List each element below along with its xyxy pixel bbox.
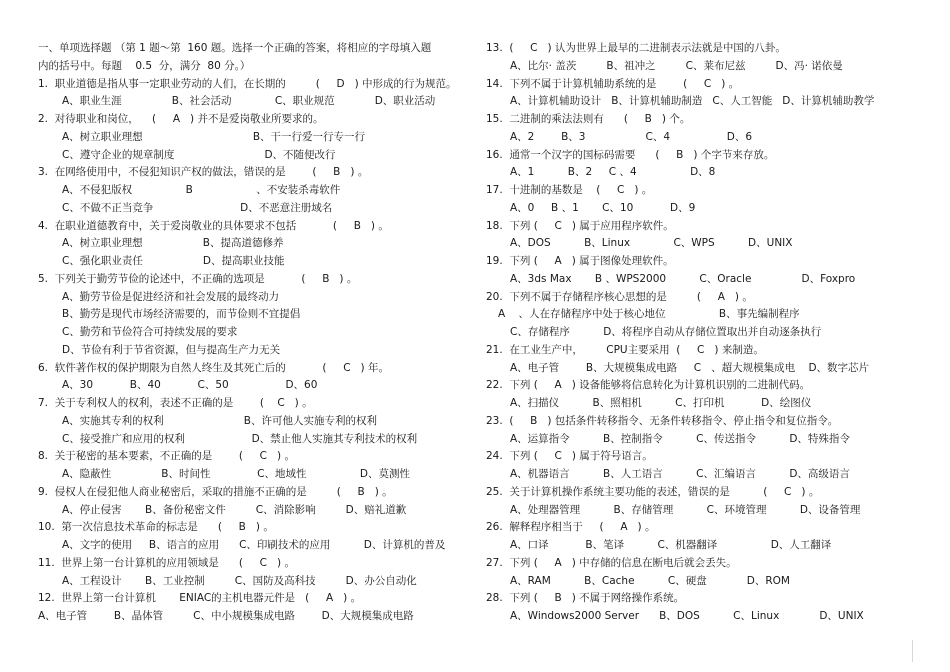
answer-options: C、遵守企业的规章制度 D、不随便改行 (62, 148, 336, 161)
answer-options: A、隐蔽性 B、时间性 C、地域性 D、莫测性 (62, 468, 410, 480)
answer-options: C、不做不正当竞争 D、不恶意注册域名 (62, 201, 333, 214)
question-line: 28. 下列 ( B ) 不属于网络操作系统。 (486, 592, 685, 605)
answer-options: A、口译 B、笔译 C、机器翻译 D、人工翻译 (510, 539, 832, 551)
answer-options: A、停止侵害 B、备份秘密文件 C、消除影响 D、赔礼道歉 (62, 503, 407, 516)
answer-options: B、勤劳是现代市场经济需要的，而节俭则不宜提倡 (62, 308, 301, 321)
answer-options: A、不侵犯版权 B 、不安装杀毒软件 (62, 184, 341, 196)
question-line: 22. 下列 ( A ) 设备能够将信息转化为计算机识别的二进制代码。 (486, 379, 811, 392)
answer-options: A、树立职业理想 B、提高道德修养 (62, 237, 284, 250)
answer-options: A、DOS B、Linux C、WPS D、UNIX (510, 237, 793, 250)
answer-options: A、RAM B、Cache C、硬盘 D、ROM (510, 574, 790, 587)
question-line: 20. 下列不属于存储程序核心思想的是 ( A ) 。 (486, 290, 753, 303)
answer-options: A、2 B、3 C、4 D、6 (510, 130, 753, 143)
question-line: 18. 下列 ( C ) 属于应用程序软件。 (486, 219, 674, 232)
answer-options: A、机器语言 B、人工语言 C、汇编语言 D、高级语言 (510, 468, 850, 480)
question-line: 4. 在职业道德教育中，关于爱岗敬业的具体要求不包括 ( B ) 。 (38, 219, 389, 232)
answer-options: A、树立职业理想 B、干一行爱一行专一行 (62, 130, 366, 143)
answer-options: A、文字的使用 B、语言的应用 C、印刷技术的应用 D、计算机的普及 (62, 539, 446, 551)
answer-options: A、30 B、40 C、50 D、60 (62, 379, 318, 392)
question-line: 26. 解释程序相当于 ( A ) 。 (486, 521, 656, 534)
question-line: 7. 关于专利权人的权利，表述不正确的是 ( C ) 。 (38, 397, 313, 409)
question-line: 25. 关于计算机操作系统主要功能的表述，错误的是 ( C ) 。 (486, 485, 820, 498)
answer-options: A、职业生涯 B、社会活动 C、职业规范 D、职业活动 (62, 95, 436, 108)
answer-options: A、电子管 B、晶体管 C、中小规模集成电路 D、大规模集成电路 (38, 610, 414, 622)
answer-options: A 、人在存储程序中处于核心地位 B、事先编制程序 (498, 308, 800, 321)
question-line: 6. 软件著作权的保护期限为自然人终生及其死亡后的 ( C ) 年。 (38, 361, 389, 374)
answer-options: A、工程设计 B、工业控制 C、国防及高科技 D、办公自动化 (62, 574, 417, 587)
answer-options: C、强化职业责任 D、提高职业技能 (62, 255, 285, 267)
answer-options: A、运算指令 B、控制指令 C、传送指令 D、特殊指令 (510, 432, 850, 445)
answer-options: A、扫描仪 B、照相机 C、打印机 D、绘图仪 (510, 397, 812, 409)
question-line: 27. 下列 ( A ) 中存储的信息在断电后就会丢失。 (486, 556, 737, 569)
answer-options: A、Windows2000 Server B、DOS C、Linux D、UNIX (510, 610, 864, 622)
question-line: 5. 下列关于勤劳节俭的论述中，不正确的选项是 ( B ) 。 (38, 272, 358, 285)
question-line: 3. 在网络使用中，不侵犯知识产权的做法，错误的是 ( B ) 。 (38, 166, 369, 179)
left-column (38, 40, 463, 626)
page-edge-divider (912, 640, 913, 662)
answer-options: A、勤劳节俭是促进经济和社会发展的最终动力 (62, 290, 280, 303)
question-line: 12. 世界上第一台计算机 ENIAC的主机电器元件是 ( A ) 。 (38, 592, 362, 605)
question-line: 10. 第一次信息技术革命的标志是 ( B ) 。 (38, 521, 274, 534)
question-line: 19. 下列 ( A ) 属于图像处理软件。 (486, 255, 674, 267)
question-line: 17. 十进制的基数是 ( C ) 。 (486, 184, 653, 196)
answer-options: C、存储程序 D、将程序自动从存储位置取出并自动逐条执行 (510, 326, 822, 338)
question-line: 一、单项选择题 （第 1 题～第 160 题。选择一个正确的答案，将相应的字母填入题 (38, 42, 432, 54)
right-column (486, 40, 926, 626)
question-line: 24. 下列 ( C ) 属于符号语言。 (486, 450, 653, 463)
answer-options: D、节俭有利于节省资源，但与提高生产力无关 (62, 343, 281, 356)
question-line: 16. 通常一个汉字的国标码需要 ( B ) 个字节来存放。 (486, 148, 775, 161)
question-line: 1. 职业道德是指从事一定职业劳动的人们，在长期的 ( D ) 中形成的行为规范。 (38, 77, 457, 90)
question-line: 15. 二进制的乘法法则有 ( B ) 个。 (486, 113, 691, 125)
question-line: 23. ( B ) 包括条件转移指令、无条件转移指令、停止指令和复位指令。 (486, 414, 839, 427)
answer-options: A、3ds Max B 、WPS2000 C、Oracle D、Foxpro (510, 272, 856, 285)
answer-options: C、接受推广和应用的权利 D、禁止他人实施其专利技术的权利 (62, 432, 418, 445)
answer-options: A、处理器管理 B、存储管理 C、环境管理 D、设备管理 (510, 503, 861, 516)
answer-options: A、0 B 、1 C、10 D、9 (510, 201, 696, 214)
answer-options: A、实施其专利的权利 B、许可他人实施专利的权利 (62, 414, 377, 427)
question-line: 9. 侵权人在侵犯他人商业秘密后，采取的措施不正确的是 ( B ) 。 (38, 485, 393, 498)
answer-options: C、勤劳和节俭符合可持续发展的要求 (62, 326, 238, 338)
answer-options: A、1 B、2 C 、4 D、8 (510, 166, 716, 179)
answer-options: A、计算机辅助设计 B、计算机辅助制造 C、人工智能 D、计算机辅助教学 (510, 95, 875, 108)
question-line: 21. 在工业生产中， CPU主要采用 ( C ) 来制造。 (486, 343, 764, 356)
question-line: 8. 关于秘密的基本要素，不正确的是 ( C ) 。 (38, 450, 295, 463)
question-line: 13. ( C ) 认为世界上最早的二进制表示法就是中国的八卦。 (486, 42, 786, 54)
answer-options: A、比尔· 盖茨 B、祖冲之 C、莱布尼兹 D、冯· 诺依曼 (510, 59, 843, 72)
question-line: 2. 对待职业和岗位， ( A ) 并不是爱岗敬业所要求的。 (38, 113, 324, 125)
answer-options: A、电子管 B、大规模集成电路 C 、超大规模集成电 D、数字芯片 (510, 361, 870, 374)
question-line: 14. 下列不属于计算机辅助系统的是 ( C ) 。 (486, 77, 740, 90)
question-line: 11. 世界上第一台计算机的应用领域是 ( C ) 。 (38, 556, 295, 569)
question-line: 内的括号中。每题 0.5 分，满分 80 分。） (38, 59, 251, 72)
